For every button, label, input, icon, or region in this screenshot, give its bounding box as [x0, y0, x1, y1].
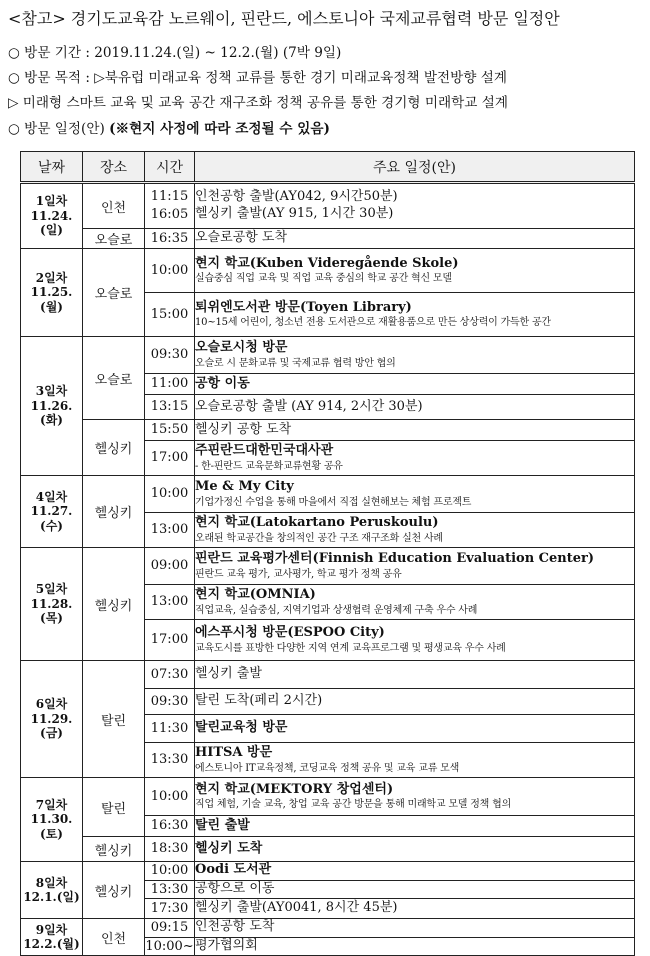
- schedule-cell: [195, 513, 635, 548]
- schedule-main-text: 헬싱키 공항 도착: [195, 421, 292, 437]
- table-row: [21, 249, 635, 293]
- table-row: [21, 778, 635, 816]
- time-cell: 13:30: [145, 880, 195, 899]
- time-cell: 11:15 16:05: [145, 183, 195, 229]
- schedule-main-text: 인천공항 출발(AY042, 9시간50분) 헬싱키 출발(AY 915, 1시간 30분): [195, 189, 398, 221]
- header-date: 날짜: [21, 152, 83, 183]
- day-date: 12.2.(월): [23, 937, 80, 952]
- day-cell: [21, 778, 83, 862]
- schedule-cell: [195, 778, 635, 816]
- day-date: 11.24.(일): [30, 208, 73, 238]
- place-cell: 탈린: [83, 778, 145, 837]
- place-cell: 인천: [83, 183, 145, 229]
- schedule-main-text: 핀란드 교육평가센터(Finnish Education Evaluation Center): [195, 551, 595, 567]
- day-number: 9일차: [35, 922, 68, 937]
- day-date: 11.26.(화): [30, 398, 73, 428]
- header-place: 장소: [83, 152, 145, 183]
- visit-period-line: ○ 방문 기간 : 2019.11.24.(일) ~ 12.2.(월) (7박 9일): [8, 45, 342, 61]
- day-number: 8일차: [35, 875, 68, 890]
- schedule-cell: [195, 743, 635, 778]
- time-cell: 13:15: [145, 395, 195, 420]
- table-header-row: [21, 152, 635, 183]
- schedule-main-text: 공항으로 이동: [195, 880, 275, 896]
- day-cell: [21, 862, 83, 919]
- table-row: [21, 661, 635, 689]
- schedule-cell: [195, 919, 635, 938]
- schedule-cell: [195, 689, 635, 715]
- table-row: [21, 862, 635, 881]
- schedule-cell: [195, 880, 635, 899]
- schedule-main-text: 오슬로시청 방문: [195, 340, 288, 356]
- day-date: 11.30.(토): [30, 812, 73, 841]
- table-row: [21, 548, 635, 585]
- day-number: 2일차: [35, 270, 68, 285]
- time-cell: 09:15: [145, 919, 195, 938]
- day-date: 12.1.(일): [23, 890, 80, 905]
- schedule-cell: [195, 395, 635, 420]
- schedule-cell: [195, 337, 635, 374]
- visit-purpose-line: ○ 방문 목적 : ▷북유럽 미래교육 정책 교류를 통한 경기 미래교육정책 발전방향 설계: [8, 70, 507, 86]
- day-number: 1일차: [35, 194, 68, 209]
- schedule-detail-text: 오래된 학교공간을 창의적인 공간 구조 재구조화 실천 사례: [195, 532, 443, 544]
- time-cell: 09:00: [145, 548, 195, 585]
- schedule-cell: [195, 715, 635, 743]
- schedule-cell: [195, 862, 635, 881]
- day-number: 3일차: [35, 384, 68, 399]
- schedule-main-text: HITSA 방문: [195, 745, 273, 761]
- table-row: [21, 837, 635, 862]
- day-cell: [21, 919, 83, 956]
- time-cell: 10:00: [145, 249, 195, 293]
- time-cell: 10:00: [145, 862, 195, 881]
- schedule-cell: [195, 374, 635, 395]
- schedule-main-text: 오슬로공항 도착: [195, 230, 288, 246]
- schedule-cell: [195, 249, 635, 293]
- schedule-main-text: 헬싱키 도착: [195, 840, 263, 856]
- schedule-cell: [195, 420, 635, 441]
- day-date: 11.27.(수): [30, 504, 73, 533]
- table-row: [21, 183, 635, 229]
- schedule-main-text: 인천공항 도착: [195, 919, 275, 935]
- schedule-cell: [195, 585, 635, 620]
- time-cell: 11:30: [145, 715, 195, 743]
- schedule-cell: [195, 293, 635, 337]
- day-cell: [21, 548, 83, 661]
- schedule-main-text: 현지 학교(Latokartano Peruskoulu): [195, 515, 439, 531]
- schedule-cell: [195, 476, 635, 513]
- day-date: 11.29.(금): [30, 711, 73, 741]
- place-cell: 헬싱키: [83, 420, 145, 476]
- time-cell: 15:50: [145, 420, 195, 441]
- schedule-cell: [195, 937, 635, 956]
- schedule-main-text: 퇴위엔도서관 방문(Toyen Library): [195, 299, 412, 315]
- time-cell: 10:00: [145, 476, 195, 513]
- schedule-detail-text: 직업교육, 실습중심, 지역기업과 상생협력 운영체제 구축 우수 사례: [195, 604, 478, 616]
- day-number: 7일차: [35, 797, 68, 812]
- schedule-cell: [195, 837, 635, 862]
- day-cell: [21, 249, 83, 337]
- table-row: [21, 420, 635, 441]
- time-cell: 10:00: [145, 778, 195, 816]
- schedule-cell: [195, 899, 635, 919]
- time-cell: 07:30: [145, 661, 195, 689]
- schedule-main-text: 헬싱키 출발: [195, 666, 262, 682]
- schedule-main-text: 헬싱키 출발(AY0041, 8시간 45분): [195, 900, 398, 916]
- schedule-main-text: 공항 이동: [195, 375, 250, 391]
- schedule-detail-text: 오슬로 시 문화교류 및 국제교류 협력 방안 협의: [195, 357, 396, 369]
- schedule-main-text: 탈린교육청 방문: [195, 720, 288, 736]
- header-time: 시간: [145, 152, 195, 183]
- place-cell: 인천: [83, 919, 145, 956]
- time-cell: 16:35: [145, 229, 195, 249]
- schedule-cell: [195, 661, 635, 689]
- visit-schedule-line: [8, 117, 330, 137]
- place-cell: 오슬로: [83, 337, 145, 420]
- time-cell: 13:00: [145, 585, 195, 620]
- day-number: 6일차: [35, 697, 68, 712]
- schedule-cell: [195, 548, 635, 585]
- schedule-main-text: Me & My City: [195, 479, 294, 495]
- place-cell: 헬싱키: [83, 862, 145, 919]
- schedule-detail-text: 직업 체험, 기술 교육, 창업 교육 공간 방문을 통해 미래학교 모델 정책 협의: [195, 799, 512, 811]
- place-cell: 오슬로: [83, 249, 145, 337]
- day-cell: [21, 183, 83, 249]
- schedule-cell: [195, 183, 635, 229]
- schedule-label: ○ 방문 일정(안): [8, 121, 105, 137]
- time-cell: 17:00: [145, 620, 195, 661]
- table-row: [21, 229, 635, 249]
- schedule-cell: [195, 441, 635, 476]
- schedule-note: (※현지 사정에 따라 조정될 수 있음): [109, 121, 330, 137]
- schedule-detail-text: - 한-핀란드 교육문화교류현황 공유: [195, 460, 343, 472]
- time-cell: 09:30: [145, 337, 195, 374]
- schedule-detail-text: 핀란드 교육 평가, 교사평가, 학교 평가 정책 공유: [195, 568, 402, 580]
- schedule-main-text: 오슬로공항 출발 (AY 914, 2시간 30분): [195, 398, 423, 414]
- time-cell: 18:30: [145, 837, 195, 862]
- schedule-cell: [195, 620, 635, 661]
- schedule-main-text: 현지 학교(OMNIA): [195, 587, 316, 603]
- time-cell: 17:00: [145, 441, 195, 476]
- schedule-main-text: 평가협의회: [195, 937, 258, 953]
- day-date: 11.25.(월): [30, 285, 73, 314]
- schedule-main-text: 탈린 도착(페리 2시간): [195, 693, 323, 709]
- table-row: [21, 919, 635, 938]
- schedule-detail-text: 교육도시를 표방한 다양한 지역 연계 교육프로그램 및 평생교육 우수 사례: [195, 642, 506, 654]
- schedule-main-text: 현지 학교(Kuben Videregående Skole): [195, 255, 459, 271]
- time-cell: 09:30: [145, 689, 195, 715]
- day-cell: [21, 337, 83, 476]
- page-title: <참고> 경기도교육감 노르웨이, 핀란드, 에스토니아 국제교류협력 방문 일정안: [8, 9, 560, 28]
- visit-purpose-line-2: ▷ 미래형 스마트 교육 및 교육 공간 재구조화 정책 공유를 통한 경기형 미래학교 설계: [8, 95, 508, 111]
- place-cell: 헬싱키: [83, 476, 145, 548]
- time-cell: 16:30: [145, 816, 195, 837]
- day-cell: [21, 476, 83, 548]
- schedule-main-text: Oodi 도서관: [195, 862, 272, 878]
- day-number: 4일차: [35, 489, 68, 504]
- time-cell: 15:00: [145, 293, 195, 337]
- time-cell: 13:30: [145, 743, 195, 778]
- schedule-cell: [195, 816, 635, 837]
- schedule-detail-text: 10~15세 어린이, 청소년 전용 도서관으로 재활용품으로 만든 상상력이 가득한 공간: [195, 317, 551, 329]
- day-date: 11.28.(목): [30, 596, 73, 626]
- schedule-cell: [195, 229, 635, 249]
- table-row: [21, 337, 635, 374]
- schedule-main-text: 탈린 출발: [195, 817, 250, 833]
- place-cell: 오슬로: [83, 229, 145, 249]
- day-cell: [21, 661, 83, 778]
- place-cell: 헬싱키: [83, 837, 145, 862]
- header-main-schedule: 주요 일정(안): [195, 152, 635, 183]
- time-cell: 13:00: [145, 513, 195, 548]
- table-row: [21, 476, 635, 513]
- schedule-table: [20, 151, 635, 956]
- schedule-main-text: 현지 학교(MEKTORY 창업센터): [195, 781, 394, 797]
- schedule-main-text: 에스푸시청 방문(ESPOO City): [195, 625, 385, 641]
- place-cell: 탈린: [83, 661, 145, 778]
- schedule-detail-text: 에스토니아 IT교육정책, 코딩교육 정책 공유 및 교육 교류 모색: [195, 762, 460, 774]
- schedule-main-text: 주핀란드대한민국대사관: [195, 443, 334, 459]
- time-cell: 11:00: [145, 374, 195, 395]
- schedule-detail-text: 기업가정신 수업을 통해 마을에서 직접 실현해보는 체험 프로젝트: [195, 496, 472, 508]
- schedule-detail-text: 실습중심 직업 교육 및 직업 교육 중심의 학교 공간 혁신 모델: [195, 273, 452, 285]
- time-cell: 17:30: [145, 899, 195, 919]
- place-cell: 헬싱키: [83, 548, 145, 661]
- time-cell: 10:00~: [145, 937, 195, 956]
- day-number: 5일차: [35, 582, 68, 597]
